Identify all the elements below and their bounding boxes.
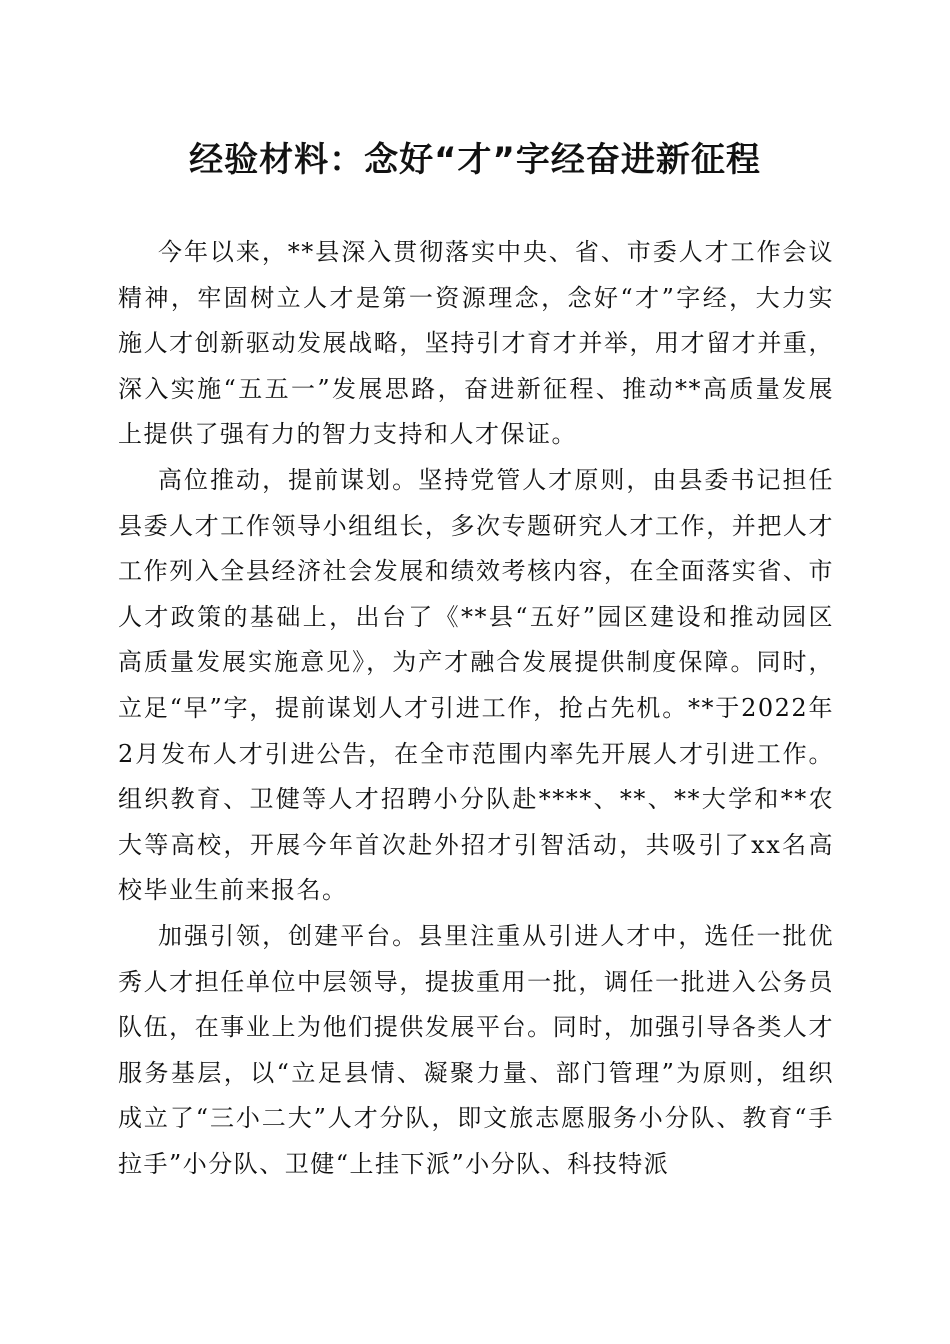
paragraph-intro: 今年以来，**县深入贯彻落实中央、省、市委人才工作会议精神，牢固树立人才是第一资源理念，念好“才”字经，大力实施人才创新驱动发展战略，坚持引才育才并举，用才留才并重，深入实施“五五一”发展思路，奋进新征程、推动**高质量发展上提供了强有力的智力支持和人才保证。 [118,238,834,449]
paragraph-planning: 高位推动，提前谋划。坚持党管人才原则，由县委书记担任县委人才工作领导小组组长，多次专题研究人才工作，并把人才工作列入全县经济社会发展和绩效考核内容，在全面落实省、市人才政策的基础上，出台了《**县“五好”园区建设和推动园区高质量发展实施意见》，为产才融合发展提供制度保障。同时，立足“早”字，提前谋划人才引进工作，抢占先机。**于2022年2月发布人才引进公告，在全市范围内率先开展人才引进工作。组织教育、卫健等人才招聘小分队赴****、**、**大学和**农大等高校，开展今年首次赴外招才引智活动，共吸引了xx名高校毕业生前来报名。 [118,465,834,905]
paragraph-platform: 加强引领，创建平台。县里注重从引进人才中，选任一批优秀人才担任单位中层领导，提拔重用一批，调任一批进入公务员队伍，在事业上为他们提供发展平台。同时，加强引导各类人才服务基层，以“立足县情、凝聚力量、部门管理”为原则，组织成立了“三小二大”人才分队，即文旅志愿服务小分队、教育“手拉手”小分队、卫健“上挂下派”小分队、科技特派 [118,921,834,1178]
document-body [118,230,834,1187]
document-title: 经验材料：念好“才”字经奋进新征程 [189,140,761,180]
